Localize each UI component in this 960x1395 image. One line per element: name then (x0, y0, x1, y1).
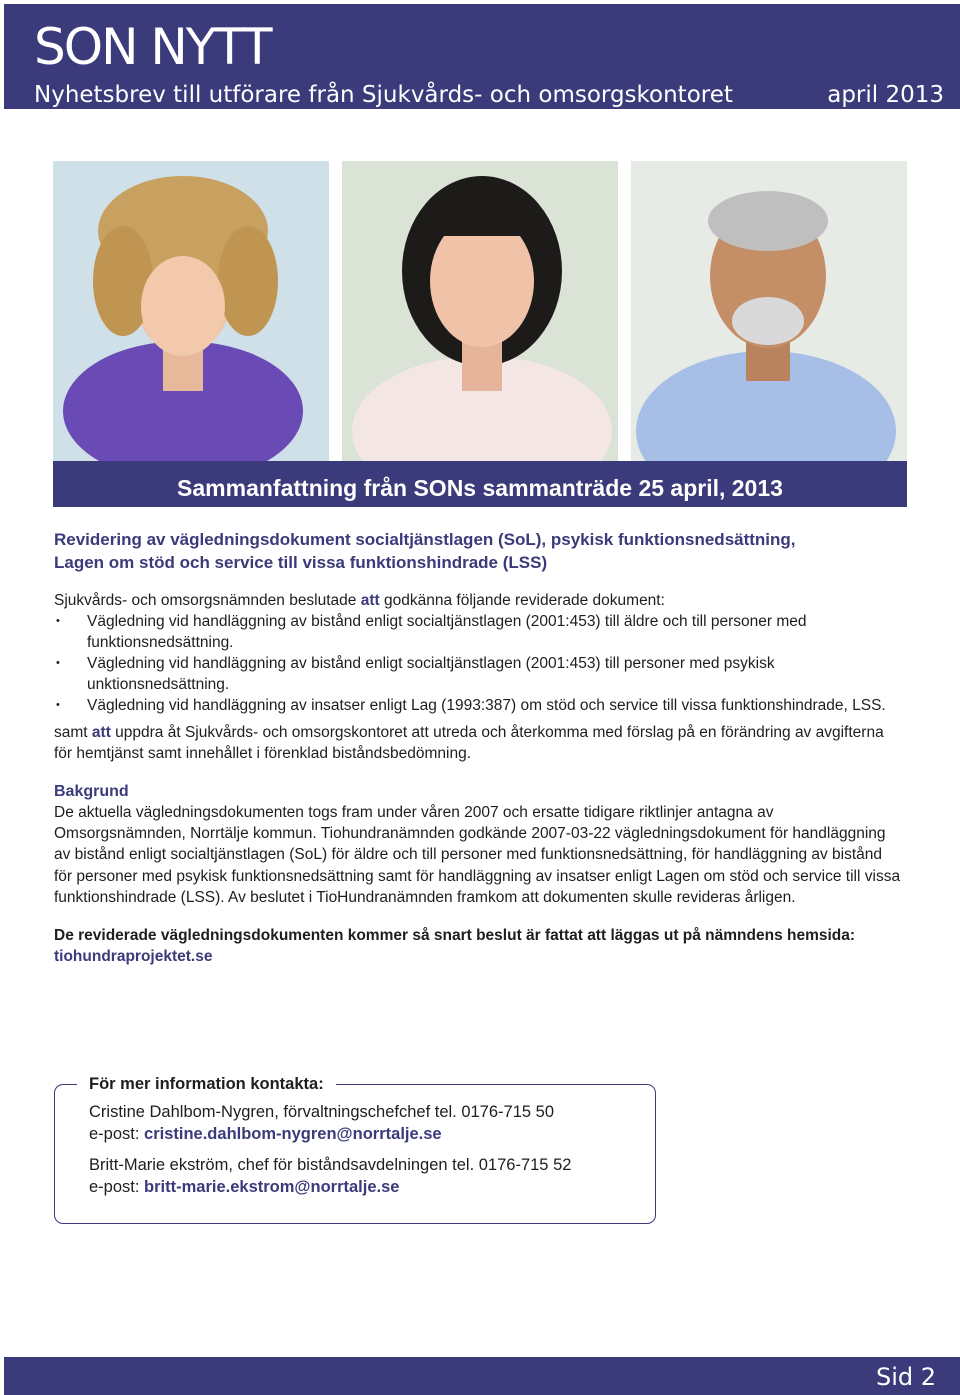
att-keyword: att (360, 592, 380, 609)
contact-title: För mer information kontakta: (77, 1075, 336, 1094)
contact-person-1 (89, 1101, 554, 1145)
footer-bar (4, 1357, 960, 1395)
background-text: De aktuella vägledningsdokumenten togs fram under våren 2007 och ersatte tidigare riktlinjer antagna av Omsorgsnämnden, Norrtälje kommun. Tiohundranämnden godkände 2007-03-22 vägledningsdokument för handläggning av bistånd enligt socialtjänstlagen (SoL) för äldre och till personer med funktionsnedsättning, för handläggning av bistånd för personer med psykisk funktionsnedsättning samt för handläggning av insatser enligt Lagen om stöd och service till vissa funktionshindrade (LSS). Av beslutet i TioHundranämnden framkom att dokumenten skulle revideras årligen. (54, 804, 901, 906)
issue-date: april 2013 (827, 82, 944, 108)
att-keyword: att (91, 724, 111, 741)
intro-text-before: Sjukvårds- och omsorgsnämnden beslutade (54, 592, 361, 609)
contact-person-1-info: Cristine Dahlbom-Nygren, förvaltningschefchef tel. 0176-715 50 (89, 1103, 554, 1121)
section-heading-line-2: Lagen om stöd och service till vissa funktionshindrade (LSS) (54, 553, 548, 572)
list-item: • Vägledning vid handläggning av bistånd enligt socialtjänstlagen (2001:453) till äldre och till personer med funktionsnedsättning. (54, 611, 904, 653)
intro-text-after: godkänna följande reviderade dokument: (379, 592, 665, 609)
newsletter-subtitle: Nyhetsbrev till utförare från Sjukvårds- och omsorgskontoret (34, 82, 733, 108)
publication-text: De reviderade vägledningsdokumenten kommer så snart beslut är fattat att läggas ut på nämndens hemsida: (54, 927, 856, 945)
section-heading-line-1: Revidering av vägledningsdokument socialtjänstlagen (SoL), psykisk funktionsnedsättning, (54, 530, 796, 549)
email-label: e-post: (89, 1178, 145, 1196)
list-item: • Vägledning vid handläggning av insatser enligt Lag (1993:387) om stöd och service till vissa funktionshindrade, LSS. (54, 695, 904, 716)
closing-text-before: samt (54, 724, 92, 741)
email-link-1[interactable]: cristine.dahlbom-nygren@norrtalje.se (144, 1125, 442, 1143)
decision-closing (54, 722, 904, 764)
photo-woman (342, 161, 618, 461)
publication-note (54, 925, 904, 967)
photo-strip (53, 161, 907, 507)
decision-intro (54, 590, 904, 611)
contact-person-1-email-row (89, 1123, 554, 1145)
newsletter-title: SON NYTT (34, 18, 271, 76)
contact-person-2 (89, 1154, 571, 1198)
meeting-summary-banner: Sammanfattning från SONs sammanträde 25 april, 2013 (53, 461, 907, 507)
background-heading: Bakgrund (54, 783, 129, 800)
photo-young-man (53, 161, 329, 461)
article-content (54, 528, 904, 967)
header-bar (4, 4, 960, 109)
document-list (54, 611, 904, 716)
website-link[interactable]: tiohundraprojektet.se (54, 948, 213, 966)
contact-person-2-info: Britt-Marie ekström, chef för biståndsavdelningen tel. 0176-715 52 (89, 1156, 572, 1174)
contact-box (54, 1075, 656, 1224)
email-label: e-post: (89, 1125, 145, 1143)
contact-person-2-email-row (89, 1176, 571, 1198)
list-item: • Vägledning vid handläggning av bistånd enligt socialtjänstlagen (2001:453) till personer med psykisk unktionsnedsättning. (54, 653, 904, 695)
page-number: Sid 2 (875, 1363, 936, 1391)
email-link-2[interactable]: britt-marie.ekstrom@norrtalje.se (144, 1178, 400, 1196)
closing-text-after: uppdra åt Sjukvårds- och omsorgskontoret att utreda och återkomma med förslag på en förändring av avgifterna för hemtjänst samt innehållet i förenklad biståndsbedömning. (54, 724, 884, 762)
photo-older-man (631, 161, 907, 461)
